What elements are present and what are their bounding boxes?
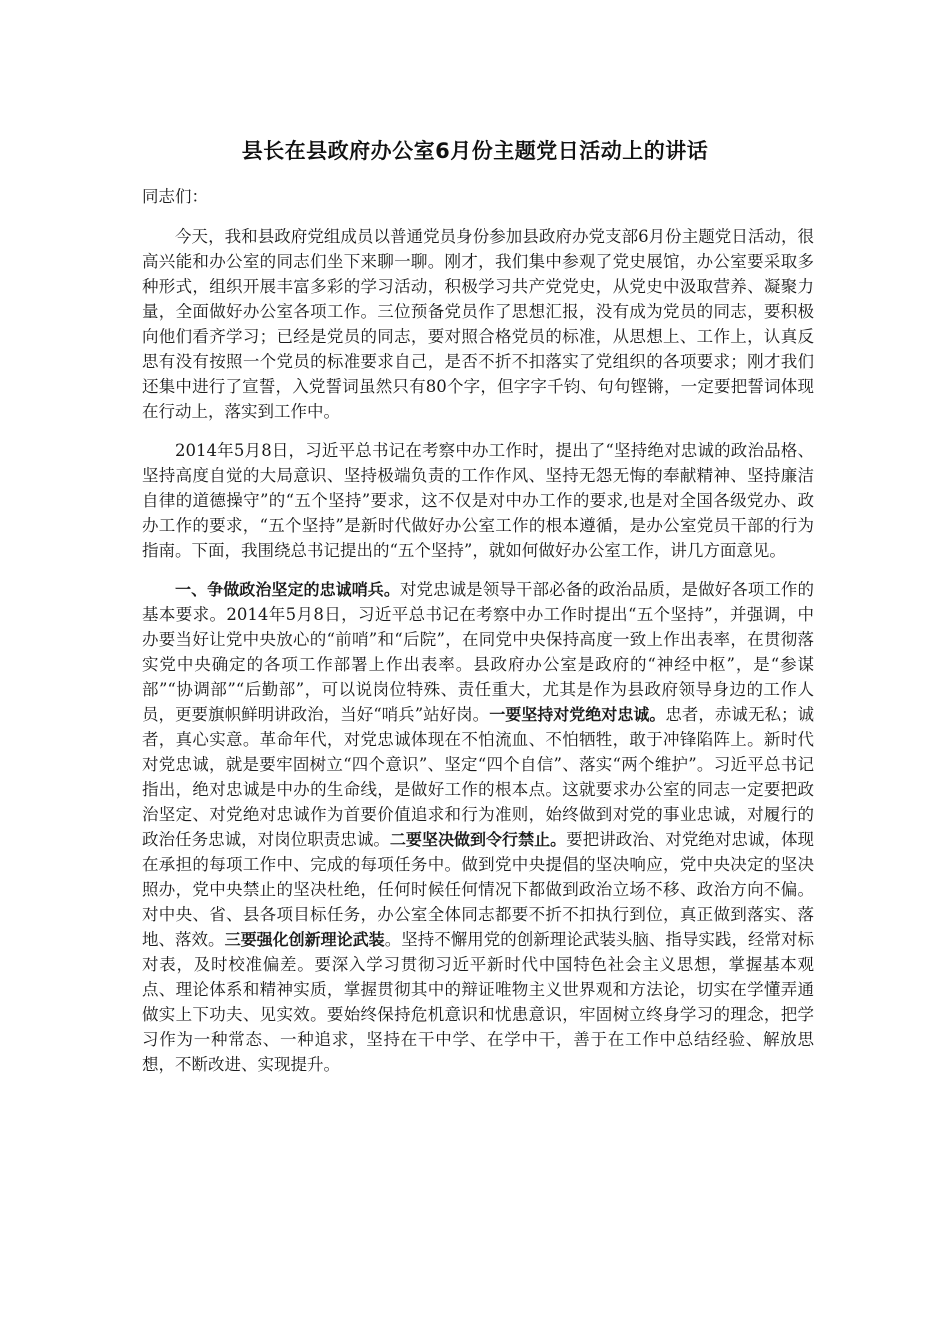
point-three-heading: 三要强化创新理论武装 bbox=[224, 930, 385, 949]
point-two-text: 要把讲政治、对党绝对忠诚，体现在承担的每项工作中、完成的每项任务中。做到党中央提倡的坚决响应，党中央决定的坚决照办，党中央禁止的坚决杜绝，任何时候任何情况下都做到政治立场不移、政治方向不偏。对中央、省、县各项目标任务，办公室全体同志都要不折不扣执行到位，真正做到落实、落地、落效。 bbox=[142, 830, 815, 949]
paragraph-section-one bbox=[142, 577, 814, 1077]
point-one-text: 忠者，赤诚无私；诚者，真心实意。革命年代，对党忠诚体现在不怕流血、不怕牺牲，敢于冲锋陷阵上。新时代对党忠诚，就是要牢固树立“四个意识”、坚定“四个自信”、落实“两个维护”。习近平总书记指出，绝对忠诚是中办的生命线，是做好工作的根本点。这就要求办公室的同志一定要把政治坚定、对党绝对忠诚作为首要价值追求和行为准则，始终做到对党的事业忠诚，对履行的政治任务忠诚，对岗位职责忠诚。 bbox=[142, 705, 814, 849]
section-one-text: 对党忠诚是领导干部必备的政治品质，是做好各项工作的基本要求。2014年5月8日，习近平总书记在考察中办工作时提出“五个坚持”，并强调，中办要当好让党中央放心的“前哨”和“后院”，在同党中央保持高度一致上作出表率，在贯彻落实党中央确定的各项工作部署上作出表率。县政府办公室是政府的“神经中枢”，是“参谋部”“协调部”“后勤部”，可以说岗位特殊、责任重大，尤其是作为县政府领导身边的工作人员，更要旗帜鲜明讲政治，当好“哨兵”站好岗。 bbox=[142, 580, 814, 724]
section-one-heading: 一、争做政治坚定的忠诚哨兵。 bbox=[175, 580, 400, 599]
document-body bbox=[142, 184, 814, 1077]
paragraph-intro: 今天，我和县政府党组成员以普通党员身份参加县政府办党支部6月份主题党日活动，很高兴能和办公室的同志们坐下来聊一聊。刚才，我们集中参观了党史展馆，办公室要采取多种形式，组织开展丰富多彩的学习活动，积极学习共产党党史，从党史中汲取营养、凝聚力量，全面做好办公室各项工作。三位预备党员作了思想汇报，没有成为党员的同志，要积极向他们看齐学习；已经是党员的同志，要对照合格党员的标准，从思想上、工作上，认真反思有没有按照一个党员的标准要求自己，是否不折不扣落实了党组织的各项要求；刚才我们还集中进行了宣誓，入党誓词虽然只有80个字，但字字千钧、句句铿锵，一定要把誓词体现在行动上，落实到工作中。 bbox=[142, 227, 814, 421]
point-one-heading: 一要坚持对党绝对忠诚。 bbox=[489, 705, 666, 724]
point-three-text: 。坚持不懈用党的创新理论武装头脑、指导实践，经常对标对表，及时校准偏差。要深入学习贯彻习近平新时代中国特色社会主义思想，掌握基本观点、理论体系和精神实质，掌握贯彻其中的辩证唯物主义世界观和方法论，切实在学懂弄通做实上下功夫、见实效。要始终保持危机意识和忧患意识，牢固树立终身学习的理念，把学习作为一种常态、一种追求，坚持在干中学、在学中干，善于在工作中总结经验、解放思想，不断改进、实现提升。 bbox=[142, 930, 814, 1074]
point-two-heading: 二要坚决做到令行禁止。 bbox=[389, 830, 567, 849]
paragraph-five-persistences: 2014年5月8日，习近平总书记在考察中办工作时，提出了“坚持绝对忠诚的政治品格、坚持高度自觉的大局意识、坚持极端负责的工作作风、坚持无怨无悔的奉献精神、坚持廉洁自律的道德操守”的“五个坚持”要求，这不仅是对中办工作的要求,也是对全国各级党办、政办工作的要求，“五个坚持”是新时代做好办公室工作的根本遵循，是办公室党员干部的行为指南。下面，我围绕总书记提出的“五个坚持”，就如何做好办公室工作，讲几方面意见。 bbox=[142, 441, 814, 560]
document-title: 县长在县政府办公室6月份主题党日活动上的讲话 bbox=[241, 139, 709, 163]
salutation: 同志们： bbox=[142, 187, 208, 206]
